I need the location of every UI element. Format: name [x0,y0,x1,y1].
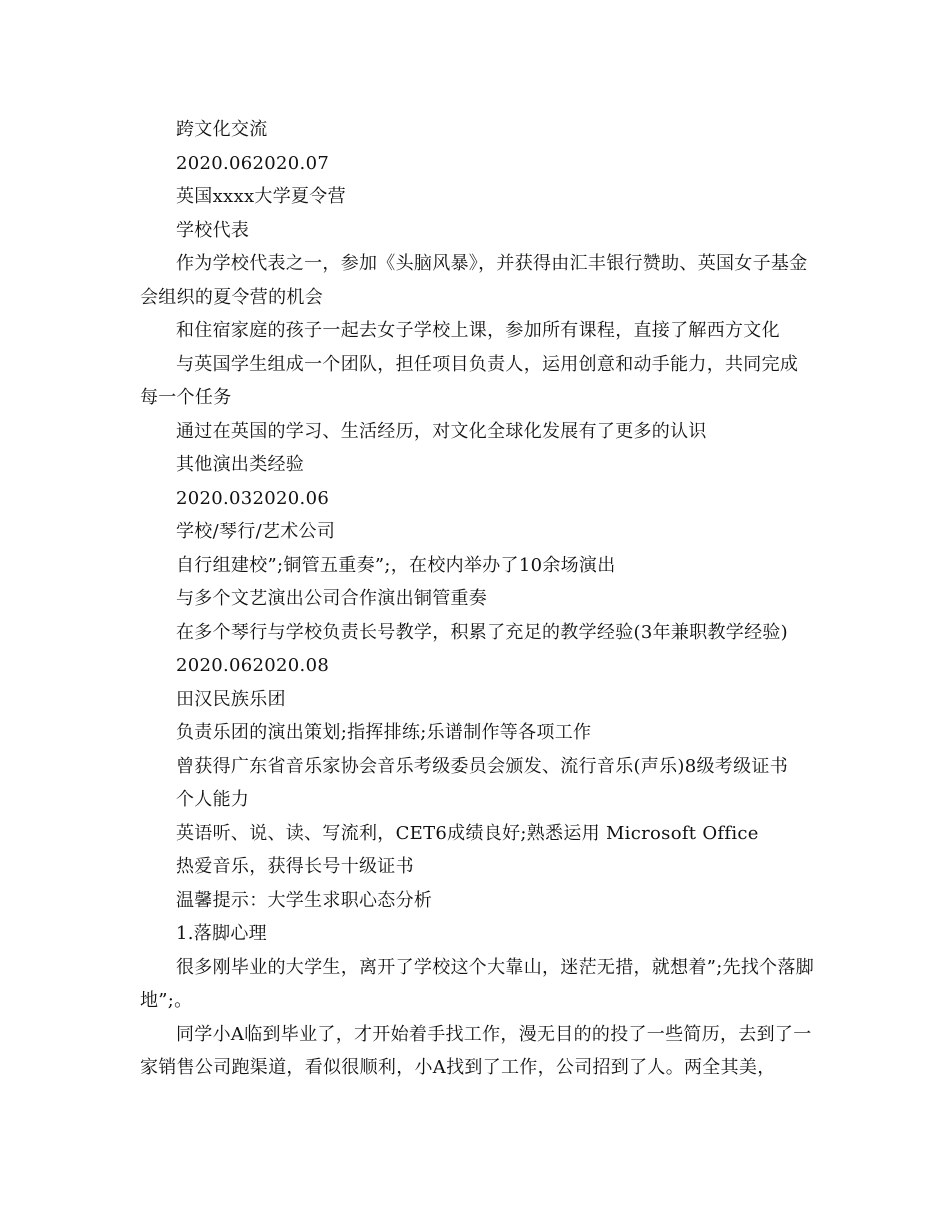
experience-detail: 负责乐团的演出策划;指挥排练;乐谱制作等各项工作 [176,722,592,743]
skill-detail: 热爱音乐，获得长号十级证书 [176,856,414,877]
experience-detail: 作为学校代表之一，参加《头脑风暴》，并获得由汇丰银行赞助、英国女子基金会组织的夏令营的机会 [140,253,808,308]
tip-paragraph: 很多刚毕业的大学生，离开了学校这个大靠山，迷茫无措，就想着”;先找个落脚地”;。 [140,956,815,1011]
date-range: 2020.062020.07 [176,152,330,174]
experience-detail: 通过在英国的学习、生活经历，对文化全球化发展有了更多的认识 [176,420,707,442]
experience-detail: 在多个琴行与学校负责长号教学，积累了充足的教学经验(3年兼职教学经验) [176,621,788,643]
section-heading-skills: 个人能力 [176,789,250,810]
section-heading-cross-cultural: 跨文化交流 [176,119,268,140]
tip-paragraph: 同学小A临到毕业了，才开始着手找工作，漫无目的的投了一些简历，去到了一家销售公司跑渠道，看似很顺利，小A找到了工作，公司招到了人。两全其美， [140,1023,812,1078]
date-range: 2020.032020.06 [176,487,330,509]
skill-detail: 英语听、说、读、写流利，CET6成绩良好;熟悉运用 Microsoft Office [176,822,759,844]
role-title: 学校代表 [176,219,250,241]
organization-name: 英国xxxx大学夏令营 [176,186,346,207]
date-range: 2020.062020.08 [176,655,330,676]
certificate-detail: 曾获得广东省音乐家协会音乐考级委员会颁发、流行音乐(声乐)8级考级证书 [176,755,788,777]
tip-subheading: 1.落脚心理 [176,923,267,944]
experience-detail: 与多个文艺演出公司合作演出铜管重奏 [176,588,488,609]
organization-name: 田汉民族乐团 [176,688,286,710]
experience-detail: 与英国学生组成一个团队，担任项目负责人，运用创意和动手能力，共同完成每一个任务 [140,353,799,408]
document-body [140,113,815,1085]
tip-heading: 温馨提示：大学生求职心态分析 [176,889,433,911]
section-heading-performance: 其他演出类经验 [176,454,305,475]
organization-name: 学校/琴行/艺术公司 [176,521,336,542]
experience-detail: 和住宿家庭的孩子一起去女子学校上课，参加所有课程，直接了解西方文化 [176,320,780,341]
experience-detail: 自行组建校”;铜管五重奏”;，在校内举办了10余场演出 [176,554,616,576]
